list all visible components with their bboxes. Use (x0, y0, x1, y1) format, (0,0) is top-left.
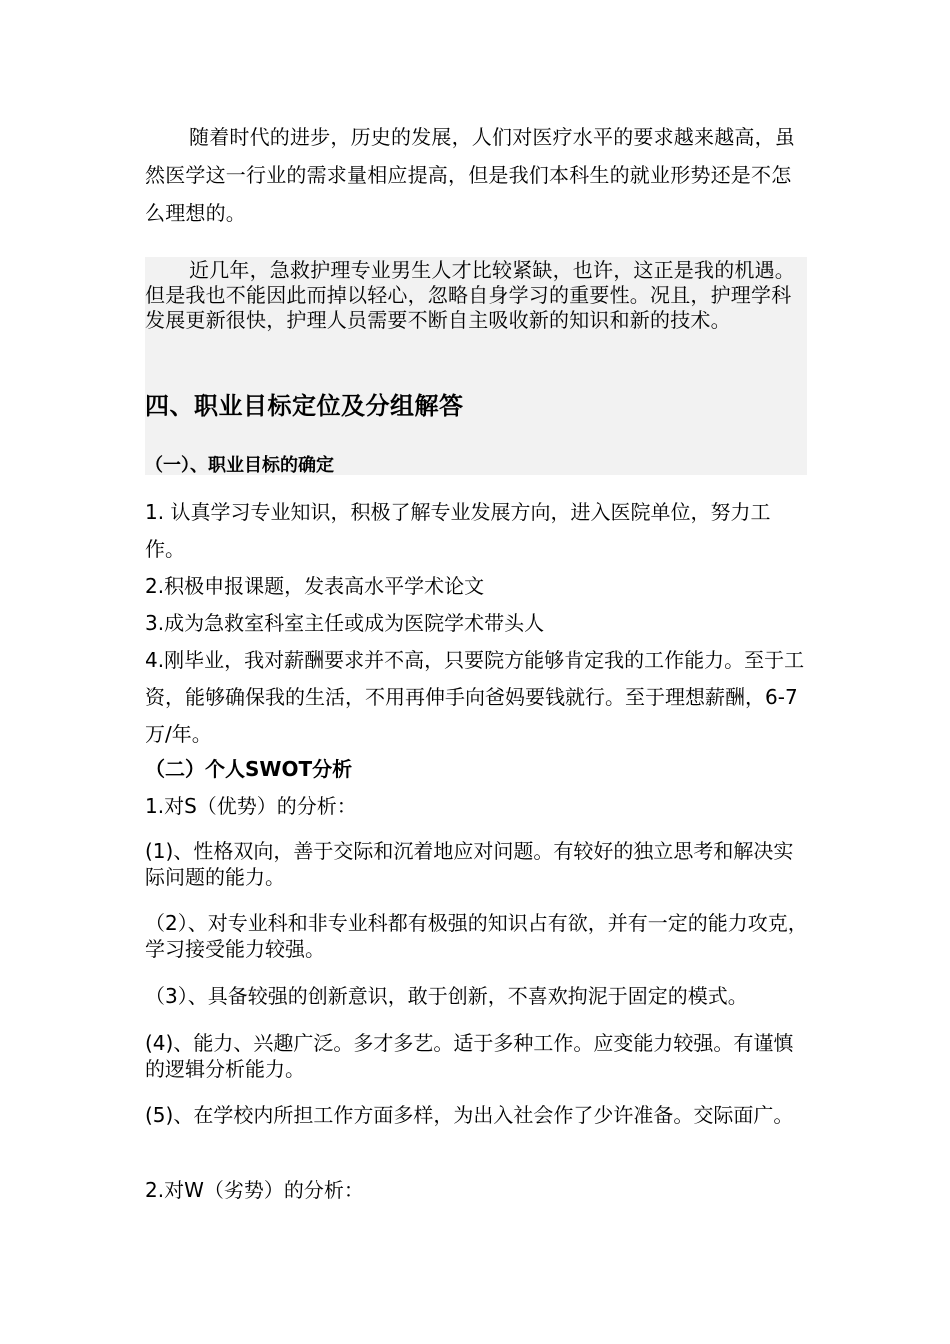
section-heading-career-goals: 四、职业目标定位及分组解答 (145, 392, 464, 420)
weaknesses-title: 2.对W（劣势）的分析： (145, 1178, 364, 1202)
strength-item-4: (4)、能力、兴趣广泛。多才多艺。适于多种工作。应变能力较强。有谨慎的逻辑分析能力。 (145, 1031, 794, 1081)
subheading-goal-determination: （一）、职业目标的确定 (145, 455, 334, 476)
goal-item-4: 4.刚毕业，我对薪酬要求并不高，只要院方能够肯定我的工作能力。至于工资，能够确保我的生活，不用再伸手向爸妈要钱就行。至于理想薪酬，6-7万/年。 (145, 648, 805, 746)
intro-paragraph-2: 近几年，急救护理专业男生人才比较紧缺，也许，这正是我的机遇。但是我也不能因此而掉以轻心，忽略自身学习的重要性。况且，护理学科发展更新很快，护理人员需要不断自主吸收新的知识和新的技术。 (145, 258, 795, 332)
subheading-swot: （二）个人SWOT分析 (145, 757, 353, 781)
goal-list (145, 494, 810, 753)
goal-item-3: 3.成为急救室科室主任或成为医院学术带头人 (145, 611, 545, 635)
strength-item-1: (1)、性格双向，善于交际和沉着地应对问题。有较好的独立思考和解决实际问题的能力。 (145, 839, 794, 889)
strength-item-3: （3）、具备较强的创新意识，敢于创新，不喜欢拘泥于固定的模式。 (145, 984, 748, 1008)
goal-item-2: 2.积极申报课题，发表高水平学术论文 (145, 574, 485, 598)
goal-item-1: 1. 认真学习专业知识，积极了解专业发展方向，进入医院单位，努力工作。 (145, 500, 771, 561)
intro-paragraph-1: 随着时代的进步，历史的发展，人们对医疗水平的要求越来越高，虽然医学这一行业的需求量相应提高，但是我们本科生的就业形势还是不怎么理想的。 (145, 125, 795, 225)
strength-item-2: （2）、对专业科和非专业科都有极强的知识占有欲，并有一定的能力攻克，学习接受能力较强。 (145, 911, 808, 961)
strengths-title: 1.对S（优势）的分析： (145, 794, 357, 818)
strength-item-5: (5)、在学校内所担工作方面多样，为出入社会作了少许准备。交际面广。 (145, 1103, 794, 1127)
